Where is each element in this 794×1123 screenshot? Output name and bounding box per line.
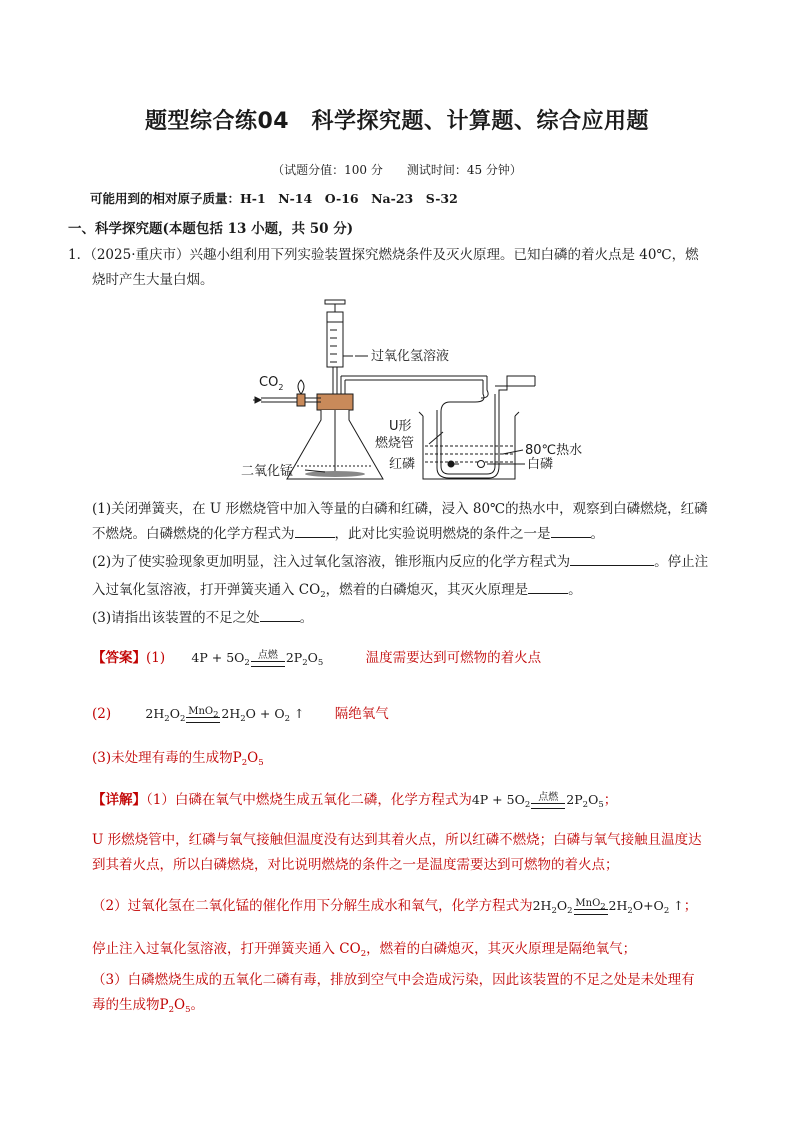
mno2-powder	[305, 471, 365, 477]
explain-line6: （3）白磷燃烧生成的五氧化二磷有毒，排放到空气中会造成污染，因此该装置的不足之处是未处理有	[92, 972, 695, 988]
label-white-phosphorus: 白磷	[527, 457, 554, 472]
q3-line: (3)请指出该装置的不足之处 。	[92, 606, 313, 630]
label-u-tube-2: 燃烧管	[375, 436, 415, 451]
apparatus-figure	[225, 294, 585, 494]
answer-1: 【答案】(1) $4P + 5O_2$ 点燃 $2P_2O_5$ 温度需要达到可燃物的着火点	[92, 650, 542, 668]
question-source: （2025·重庆市）	[90, 247, 190, 263]
syringe-plunger-cap	[325, 300, 345, 304]
label-u-tube-1: U形	[389, 419, 412, 434]
explain-tag: 【详解】	[92, 792, 146, 808]
rubber-stopper	[317, 394, 353, 410]
test-info: （试题分值：100 分 测试时间：45 分钟）	[272, 163, 522, 177]
q2-line1: (2)为了使实验现象更加明显，注入过氧化氢溶液，锥形瓶内反应的化学方程式为 。停止注	[92, 550, 708, 574]
explain-line7: 毒的生成物$P_2O_5$。	[92, 997, 205, 1015]
label-red-phosphorus: 红磷	[389, 457, 416, 472]
q1-line1: (1)关闭弹簧夹，在 U 形燃烧管中加入等量的白磷和红磷，浸入 80℃的热水中，观察到白磷燃烧，红磷	[92, 501, 708, 517]
label-co2: $CO_2$	[259, 375, 284, 392]
question-number: 1．	[68, 247, 91, 263]
answer-blank[interactable]	[260, 607, 300, 622]
explain-line2: U 形燃烧管中，红磷与氧气接触但温度没有达到其着火点，所以红磷不燃烧；白磷与氧气接触且温度达	[92, 832, 702, 848]
answer-blank[interactable]	[295, 523, 335, 538]
label-mno2: 二氧化锰	[241, 464, 294, 479]
answer-blank[interactable]	[551, 523, 591, 538]
question-stem-line2: 烧时产生大量白烟。	[92, 272, 214, 288]
explain-line3: 到其着火点，所以白磷燃烧，对比说明燃烧的条件之一是温度需要达到可燃物的着火点；	[92, 857, 619, 873]
answer-tag: 【答案】	[92, 650, 146, 666]
label-hot-water: 80℃热水	[525, 443, 583, 458]
explain-line4: （2）过氧化氢在二氧化锰的催化作用下分解生成水和氧气，化学方程式为$2H_2O_2$ MnO$_2$ $2H_2O+O_2$ ↑；	[92, 898, 698, 916]
atomic-masses: 可能用到的相对原子质量：H-1 N-14 O-16 Na-23 S-32	[90, 191, 458, 206]
answer-3: (3)未处理有毒的生成物$P_2O_5$	[92, 750, 264, 768]
explain-line1: 【详解】（1）白磷在氧气中燃烧生成五氧化二磷，化学方程式为$4P + 5O_2$ 点燃 $2P_2O_5$；	[92, 792, 618, 810]
section-heading: 一、科学探究题(本题包括 13 小题，共 50 分)	[68, 221, 354, 237]
syringe-barrel	[327, 312, 343, 367]
label-h2o2: 过氧化氢溶液	[371, 349, 450, 364]
answer-2: (2) $2H_2O_2$ MnO$_2$ $2H_2O + O_2$ ↑ 隔绝氧气	[92, 706, 389, 724]
answer-blank[interactable]	[528, 579, 568, 594]
question-stem-line1: 1．（2025·重庆市）兴趣小组利用下列实验装置探究燃烧条件及灭火原理。已知白磷的着火点是 40℃，燃	[68, 247, 699, 263]
explain-line5: 停止注入过氧化氢溶液，打开弹簧夹通入 $CO_2$，燃着的白磷熄灭，其灭火原理是隔绝氧气；	[92, 941, 637, 959]
spring-clip	[297, 394, 305, 406]
white-phosphorus	[478, 461, 485, 468]
q1-line2: 不燃烧。白磷燃烧的化学方程式为 ，此对比实验说明燃烧的条件之一是 。	[92, 522, 604, 546]
q2-line2: 入过氧化氢溶液，打开弹簧夹通入 $CO_2$，燃着的白磷熄灭，其灭火原理是 。	[92, 578, 582, 602]
answer-blank[interactable]	[570, 551, 654, 566]
page-title: 题型综合练04 科学探究题、计算题、综合应用题	[144, 109, 650, 134]
